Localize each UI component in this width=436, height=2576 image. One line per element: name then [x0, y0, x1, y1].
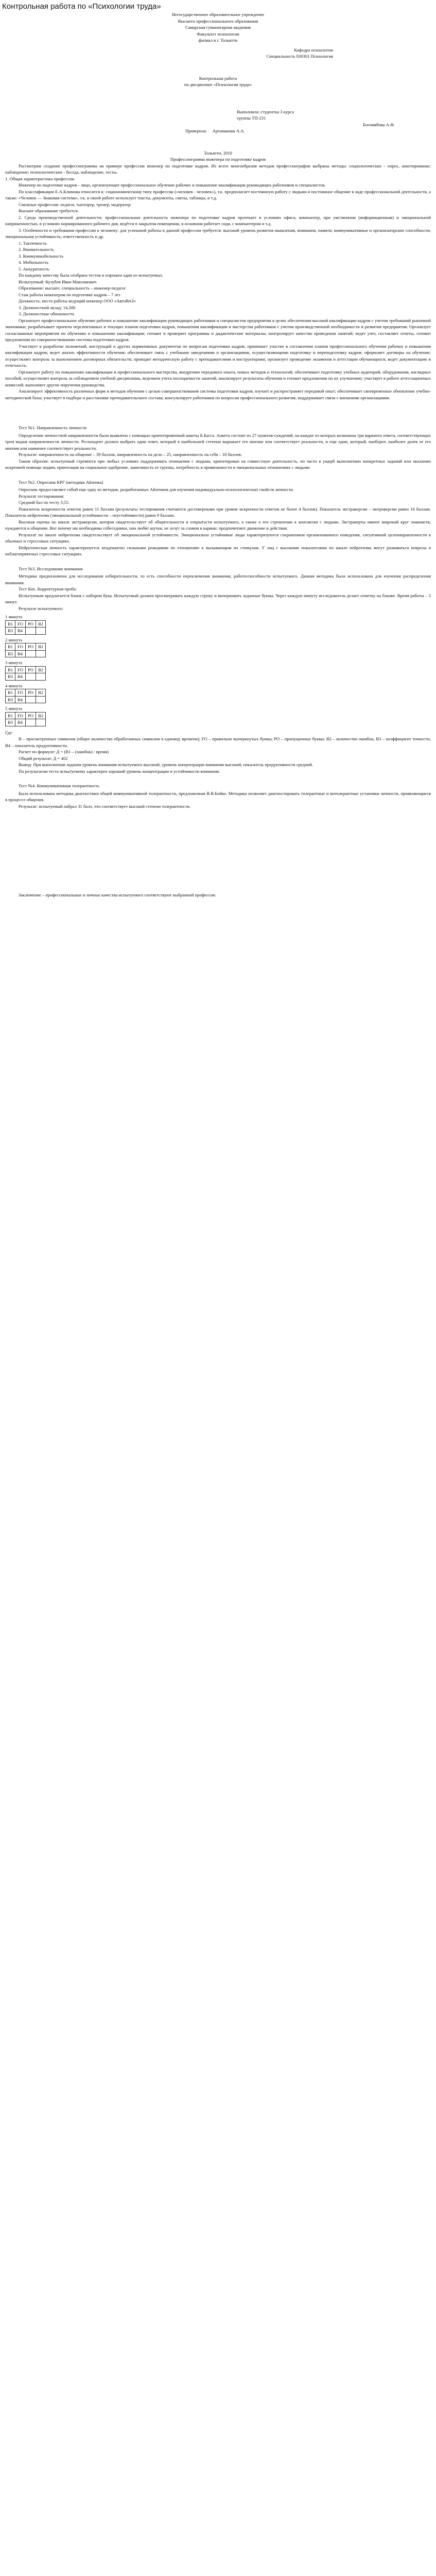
table-cell: B1 [6, 666, 15, 673]
author-block [5, 109, 431, 134]
paragraph: Организует профессиональное обучение рабочих и повышение квалификации руководящих работников и специалистов предприятия в целях обеспечения высокой квалификации кадров с учетом требований рыночной экономики; разрабатывает проекты перспективных и текущих планов подготовки кадров, повышения квалификации и мастерства работников с учетом производственной необходимости и развития предприятия. Организует согласованные мероприятия по обучению и повышению квалификации; готовит и проверяет программы и дидактические материалы; контролирует качество проведения занятий; ведет учет, составляет отчеты, готовит предложения по совершенствованию системы подготовки кадров. [5, 317, 431, 342]
specialty: Специальность 030301 Психология [266, 54, 333, 59]
result-table [5, 689, 46, 703]
paragraph: Инженер по подготовке кадров - лицо, организующее профессиональное обучение рабочих и повышение квалификации руководящих работников и специалистов. [19, 182, 326, 188]
paragraph: 3. Особенности и требования профессии к человеку: для успешной работы в данной профессии требуется: высокий уровень развития мышления, внимания, памяти; коммуникативные и организаторские способности; эмоциональная устойчивость; ответственность и др. [5, 227, 431, 239]
table-cell: FO [15, 689, 26, 697]
minute-label: 3 минута [5, 660, 23, 665]
paragraph: Стаж работы инженером по подготовке кадров – 7 лет [19, 292, 121, 297]
paragraph: Образование: высшее, специальность – инженер-педагог [19, 285, 126, 291]
table-cell: PO [26, 643, 36, 651]
paragraph: Высшее образование требуется. [19, 208, 79, 213]
section-title: Тест №1. Направленность личности [19, 425, 86, 430]
table-cell: B2 [36, 620, 46, 628]
list-item: 2. Внимательность [19, 247, 54, 252]
result-minute [5, 705, 431, 726]
table-cell: B3 [6, 719, 15, 726]
header-line: филиал в г. Тольятти [198, 38, 238, 43]
result-table [5, 620, 46, 635]
paragraph: Результат: испытуемый набрал 31 балл, что соответствует высокой степени толерантности. [19, 803, 191, 809]
paragraph: Должность: место работы ведущий инженер ООО «АвтоВАЗ» [19, 298, 136, 303]
paragraph: По каждому качеству была отобрана тестов и опрошен один из испытуемых. [19, 273, 164, 278]
minute-label: 2 минута [5, 637, 23, 642]
test2-section [5, 479, 431, 557]
paragraph: Определение личностной направленности было выявлено с помощью ориентировочной анкеты Б.Басса. Анкета состоит из 27 пунктов-суждений, на каждое из которых возможны три варианта ответа, соответствующих трем видам направленности личности. Респондент должен выбрать один ответ, который в наибольшей степени выражает его мнение или соответствует реальности, и еще один, который, наоборот, наиболее далек от его мнения или наименее соответствует реальности. [5, 432, 431, 451]
main-section [5, 163, 431, 401]
table-cell: B1 [6, 643, 15, 651]
table-cell: B4 [15, 673, 26, 681]
list-item: 5. Аккуратность [19, 266, 49, 272]
paragraph: Таким образом: испытуемый стремится при любых условиях поддерживать отношения с людьми, ориентирован на совместную деятельность, но часто в ущерб выполнению конкретных заданий или оказанию искренней помощи людям, ориентация на социальное одобрение, зависимость от группы, потребность в привязанности и эмоциональных отношениях с людьми. [5, 458, 431, 470]
paragraph: Испытуемый: Кузубов Иван Максимович [19, 279, 97, 284]
document-body [0, 11, 436, 899]
table-cell: B4 [15, 650, 26, 657]
table-cell: B3 [6, 628, 15, 635]
paragraph: Испытуемым предлагается бланк с набором букв. Испытуемый должен просматривать каждую строку и вычеркивать заданные буквы. Через каждую минуту исследователь делает отметку на бланке. Время работы – 5 минут. [5, 592, 431, 604]
list-item: 4. Мобильность [19, 260, 49, 265]
result-table [5, 643, 46, 657]
paragraph: Организует работу по повышению квалификации и профессионального мастерства, внедрению передового опыта, новых методов и технологий; обеспечивает подготовку учебных аудиторий, оборудования, наглядных пособий; осуществляет контроль за соблюдением учебной дисциплины, ведением учета посещаемости занятий; анализирует результаты обучения и готовит предложения по их улучшению; участвует в работе аттестационных комиссий; выполняет другие поручения руководства. [5, 369, 431, 387]
paragraph: 3. Должностные обязанности. [19, 311, 75, 316]
paragraph: Методика предназначена для исследования избирательности, то есть способности переключения внимания, работоспособности испытуемого. Данная методика была использована для изучения распределения внимания. [5, 573, 431, 585]
result-table [5, 666, 46, 681]
paragraph: Участвует в разработке положений, инструкций и других нормативных документов по вопросам подготовки кадров; принимает участие в составлении планов профессионального обучения рабочих и повышения квалификации кадров; ведет анализ эффективности обучения; обеспечивает связь с учебными заведениями и организациями, осуществляющими подготовку и переподготовку кадров; оформляет договоры на обучение; осуществляет контроль за выполнением договорных обязательств; проводит методическую работу с преподавателями и инструкторами; организует проведение экзаменов и аттестации обучающихся; ведет документацию и отчетность. [5, 343, 431, 368]
table-cell: B2 [36, 712, 46, 719]
paragraph: Результат: направленность на общение – 39 баллов, направленность на дело – 25, направленность на себя – 18 баллов. [19, 452, 242, 457]
paragraph: Результат тестирования: [19, 493, 64, 499]
institution-header [5, 11, 431, 44]
paragraph: Результат испытуемого: [19, 605, 64, 611]
paragraph: Вывод: При выполнении задания уровень внимания испытуемого высокий, уровень концентрации внимания высокий, показатель продуктивности средний. [19, 762, 313, 767]
group: группы ТП-231 [237, 115, 266, 121]
table-cell: B2 [36, 643, 46, 651]
header-line: Самарская гуманитарная академия [185, 25, 251, 30]
paragraph: Результат по шкале нейротизма свидетельствует об эмоциональной устойчивости. Эмоционально устойчивые люди характеризуются сохранением организованного поведения, ситуативной целенаправленности в обычных и стрессовых ситуациях. [5, 532, 431, 544]
work-subject: по дисциплине «Психология труда» [184, 82, 252, 87]
list-item: 3. Коммуникабельность [19, 253, 64, 259]
table-cell: B3 [6, 650, 15, 657]
table-cell: PO [26, 620, 36, 628]
table-cell: PO [26, 689, 36, 697]
paragraph: Расчет по формуле: Д = (В1 – (ошибок) / время) [19, 749, 109, 754]
section-title: Тест №4. Коммуникативная толерантность [19, 783, 99, 788]
table-cell: B2 [36, 666, 46, 673]
table-cell: B4 [15, 696, 26, 703]
table-cell: B1 [6, 712, 15, 719]
paragraph: Показатель искренности ответов равен 11 баллам (результаты тестирования считаются достоверными при уровне искренности ответов не более 4 баллов). Показатель экстраверсии – интроверсии равен 16 баллам. Показатель нейротизма (эмоциональной устойчивости – неустойчивости) равен 9 баллам. [5, 506, 431, 518]
done-by: Выполнила: студентка 3 курса [237, 109, 294, 114]
table-cell: PO [26, 712, 36, 719]
minute-label: 5 минута [5, 706, 23, 711]
paragraph: По результатам теста испытуемому характерен хороший уровень концентрации и устойчивости внимания. [19, 768, 220, 774]
header-line: Негосударственное образовательное учреждение [171, 12, 265, 17]
paragraph: 1. Общая характеристика профессии [5, 176, 75, 181]
paragraph: Рассмотрим создание профессиограммы на примере профессии инженер по подготовке кадров. Из всего многообразия методов профессиографии выбраны методы: социологические - опрос, анкетирование; наблюдение; психологические - беседа, наблюдение, тесты. [5, 163, 431, 175]
result-minute [5, 637, 431, 658]
table-cell: B2 [36, 689, 46, 697]
table-cell: B4 [15, 628, 26, 635]
section-title: Тест №2. Опросник КРГ (методика Айзенка) [19, 479, 103, 485]
checker-name: Артаманова А.А. [212, 128, 245, 133]
table-cell: B1 [6, 620, 15, 628]
test1-section [5, 425, 431, 471]
department: Кафедра психологии [294, 47, 333, 53]
table-cell: FO [15, 620, 26, 628]
page-title: Контрольная работа по «Психологии труда» [2, 2, 161, 11]
table-cell: FO [15, 643, 26, 651]
author-name: Богомябова А.Ф. [363, 122, 395, 127]
header-line: Высшего профессионального образования [178, 18, 258, 24]
paragraph: Нейротическая личность характеризуется неадекватно сильными реакциями по отношению к вызывающим их стимулам. У лиц с высокими показателями по шкале нейротизма могут развиваться неврозы в неблагоприятных стрессовых ситуациях. [5, 545, 431, 556]
paragraph: По классификации Е.А.Климова относится к: социономическому типу профессии («человек - человек»), т.к. предполагает постоянную работу с людьми и постоянное общение в ходе профессиональной деятельности, а также: «Человек — Знаковая система», т.к. в своей работе использует тексты, документы, сметы, таблицы, и т.д. [5, 189, 431, 200]
conclusion: Заключение – профессиональные и личные качества испытуемого соответствуют выбранной профессии. [19, 892, 217, 897]
minute-label: 1 минута [5, 614, 23, 619]
test3-section [5, 566, 431, 775]
checked-label: Проверила: [185, 128, 207, 133]
topic: Профессиограмма инженера по подготовке кадров [170, 157, 266, 162]
paragraph: Средний бал по тесту 3,55. [19, 500, 69, 505]
table-cell: FO [15, 666, 26, 673]
paragraph: В – просмотренных символов (общее количество обработанных символов в единицу времени); FO – правильно вычеркнутых буквы; PO – пропущенные буквы; В2 – количество ошибок; В3 – коэффициент точности; В4 – показатель продуктивности. [5, 736, 431, 748]
table-cell: B3 [6, 673, 15, 681]
section-title: Тест №3. Исследование внимания [19, 566, 83, 571]
paragraph: Тест Кох. Корректурная проба: [19, 586, 77, 591]
legend-title: Где: [5, 730, 13, 735]
paragraph: 2. Среда производственной деятельности: профессиональная деятельность инженера по подготовке кадров протекает в условиях офиса, компьютер, при умственном (информационная) и эмоциональной напряженностью, в условиях нормированного рабочего дня, ведётся в закрытом помещении, в основном работает сидя, с компьютером и т.д. [5, 214, 431, 226]
result-minute [5, 614, 431, 635]
paragraph: Общий результат: Д = 402 [19, 755, 68, 761]
paragraph: Анализирует эффективность различных форм и методов обучения с целью совершенствования системы подготовки кадров; изучает и распространяет передовой опыт; обеспечивает своевременное обновление учебно-методической базы; участвует в подборе и расстановке преподавательского состава; консультирует работников по вопросам профессионального развития; поддерживает связи с внешними организациями. [5, 388, 431, 400]
paragraph: Была использована методика диагностики общей коммуникативной толерантности, предложенная В.В.Бойко. Методика позволяет диагностировать толерантные и интолерантные установки личности, проявляющиеся в процессе общения. [5, 790, 431, 802]
work-kind: Контрольная работа [199, 75, 237, 81]
header-line: Факультет психологии [197, 31, 239, 37]
result-minute [5, 659, 431, 681]
paragraph: 3. Должностной оклад: 14,300 [19, 304, 76, 310]
table-cell: FO [15, 712, 26, 719]
paragraph: Смежные профессии: педагог, тьюторер, тренер, модератор [19, 201, 131, 207]
paragraph: Опросник предоставляет собой еще одну из методик, разработанных Айзенком для изучения индивидуально-психологических свойств личности. [19, 487, 294, 492]
test4-section [5, 783, 431, 809]
list-item: 1. Тактичность [19, 240, 47, 246]
table-cell: B4 [15, 719, 26, 726]
minute-label: 4 минута [5, 683, 23, 688]
table-cell: PO [26, 666, 36, 673]
result-table [5, 712, 46, 726]
city-year: Тольятти, 2010 [204, 150, 232, 156]
table-cell: B3 [6, 696, 15, 703]
paragraph: Высокая оценка по шкале экстраверсии, которая свидетельствует об общительности и открытости испытуемого, а также о его стремлении к контактам с людьми. Экстраверты имеют широкий круг знакомств, нуждаются в общении. Вот почему им необходимы собеседники, они любят шутки, не лезут за словом в карман, предпочитают движение и действия. [5, 519, 431, 531]
result-minute [5, 683, 431, 704]
table-cell: B1 [6, 689, 15, 697]
